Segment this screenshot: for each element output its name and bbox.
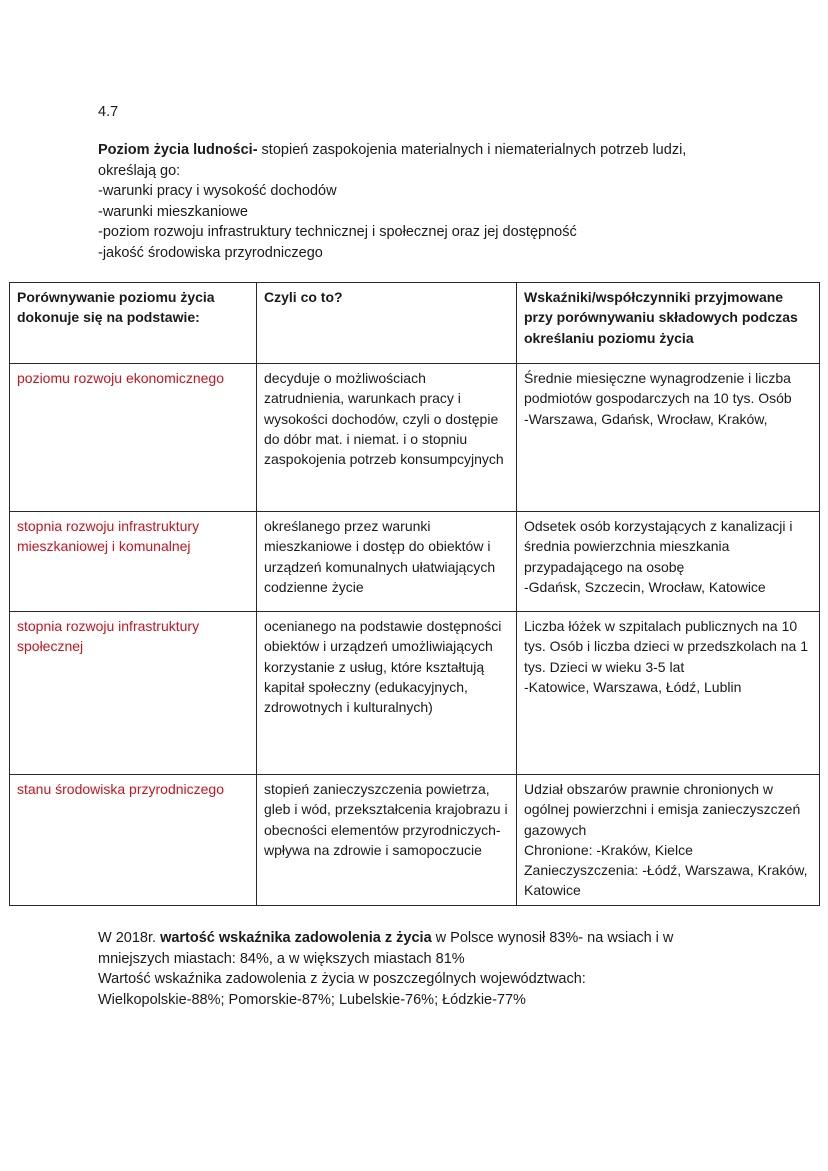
city-list: -Gdańsk, Szczecin, Wrocław, Katowice — [524, 578, 766, 595]
city-list: -Katowice, Warszawa, Łódź, Lublin — [524, 678, 742, 695]
meaning-cell: określanego przez warunki mieszkaniowe i dostęp do obiektów i urządzeń komunalnych ułatwiających codzienne życie — [257, 512, 517, 612]
summary-paragraph — [98, 928, 778, 1010]
factor-item: -poziom rozwoju infrastruktury technicznej i społecznej oraz jej dostępność — [98, 224, 577, 240]
meaning-cell: decyduje o możliwościach zatrudnienia, warunkach pracy i wysokości dochodów, czyli o dostępie do dóbr mat. i niemat. i o stopniu zaspokojenia potrzeb konsumpcyjnych — [257, 364, 517, 512]
table-row — [10, 775, 820, 906]
indicator-text: Udział obszarów prawnie chronionych w ogólnej powierzchni i emisja zanieczyszczeń gazowych — [524, 781, 801, 838]
summary-line: mniejszych miastach: 84%, a w większych miastach 81% — [98, 950, 465, 967]
comparison-table — [9, 282, 820, 906]
intro-paragraph — [98, 140, 778, 263]
column-header-indicators: Wskaźniki/współczynniki przyjmowane przy porównywaniu składowych podczas określaniu poziomu życia — [517, 283, 820, 364]
city-list: -Warszawa, Gdańsk, Wrocław, Kraków, — [524, 410, 768, 427]
basis-cell: poziomu rozwoju ekonomicznego — [10, 364, 257, 512]
section-number: 4.7 — [98, 104, 119, 120]
polluted-city-list: Zanieczyszczenia: -Łódź, Warszawa, Kraków, Katowice — [524, 862, 808, 899]
factor-item: -warunki pracy i wysokość dochodów — [98, 183, 337, 199]
column-header-basis: Porównywanie poziomu życia dokonuje się na podstawie: — [10, 283, 257, 364]
column-header-meaning: Czyli co to? — [257, 283, 517, 364]
indicators-cell — [517, 612, 820, 775]
indicator-text: Liczba łóżek w szpitalach publicznych na 10 tys. Osób i liczba dzieci w przedszkolach na 1 tys. Dzieci w wieku 3-5 lat — [524, 618, 809, 675]
summary-suffix: w Polsce wynosił 83%- na wsiach i w — [431, 930, 674, 946]
basis-cell: stopnia rozwoju infrastruktury społecznej — [10, 612, 257, 775]
basis-cell: stanu środowiska przyrodniczego — [10, 775, 257, 906]
definition-line — [98, 140, 778, 161]
factor-item: -jakość środowiska przyrodniczego — [98, 244, 323, 261]
table-row — [10, 512, 820, 612]
protected-city-list: Chronione: -Kraków, Kielce — [524, 841, 693, 858]
indicators-cell — [517, 512, 820, 612]
indicator-text: Odsetek osób korzystających z kanalizacji i średnia powierzchnia mieszkania przypadającego na osobę — [524, 518, 793, 575]
definition-text: stopień zaspokojenia materialnych i niematerialnych potrzeb ludzi, — [257, 142, 687, 158]
indicators-cell — [517, 364, 820, 512]
indicators-cell — [517, 775, 820, 906]
meaning-cell: stopień zanieczyszczenia powietrza, gleb i wód, przekształcenia krajobrazu i obecności elementów przyrodniczych-wpływa na zdrowie i samopoczucie — [257, 775, 517, 906]
summary-bold-term: wartość wskaźnika zadowolenia z życia — [160, 930, 432, 946]
table-row — [10, 364, 820, 512]
table-header-row — [10, 283, 820, 364]
summary-line: Wartość wskaźnika zadowolenia z życia w poszczególnych województwach: — [98, 971, 586, 987]
intro-line: określają go: — [98, 162, 181, 179]
summary-line — [98, 928, 778, 949]
factor-item: -warunki mieszkaniowe — [98, 203, 248, 220]
basis-cell: stopnia rozwoju infrastruktury mieszkaniowej i komunalnej — [10, 512, 257, 612]
voivodeship-values: Wielkopolskie-88%; Pomorskie-87%; Lubelskie-76%; Łódzkie-77% — [98, 991, 526, 1008]
summary-prefix: W 2018r. — [98, 930, 161, 946]
table-row — [10, 612, 820, 775]
indicator-text: Średnie miesięczne wynagrodzenie i liczba podmiotów gospodarczych na 10 tys. Osób — [524, 370, 792, 407]
meaning-cell: ocenianego na podstawie dostępności obiektów i urządzeń umożliwiających korzystanie z usług, które kształtują kapitał społeczny (edukacyjnych, zdrowotnych i kulturalnych) — [257, 612, 517, 775]
defined-term: Poziom życia ludności- — [98, 142, 258, 158]
